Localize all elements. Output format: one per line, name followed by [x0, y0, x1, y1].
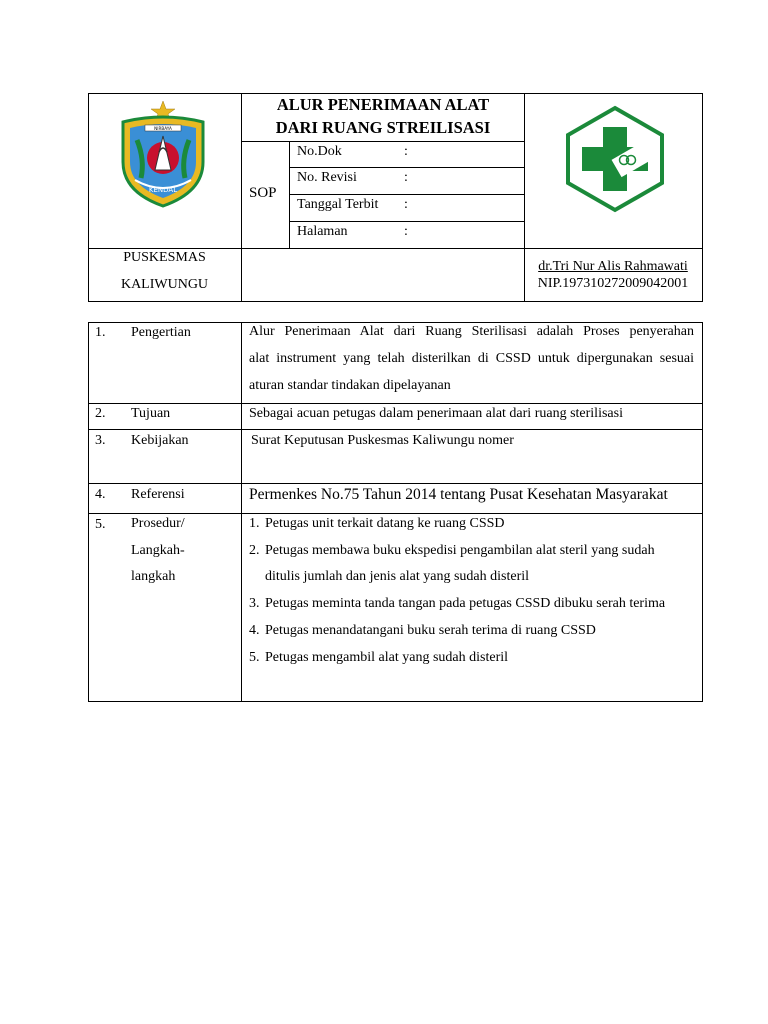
referensi-text: Permenkes No.75 Tahun 2014 tentang Pusat Kesehatan Masyarakat [249, 486, 668, 503]
signer-nip: NIP.197310272009042001 [537, 276, 689, 291]
section-label: Tujuan [131, 406, 171, 421]
pengertian-line: alat instrument yang telah disterilkan di CSSD untuk dipergunakan sesuai [249, 351, 694, 366]
step-text: Petugas unit terkait datang ke ruang CSSD [265, 516, 505, 531]
pengertian-line: aturan standar tindakan dipelayanan [249, 378, 451, 393]
document-title-line1: ALUR PENERIMAAN ALAT [276, 95, 490, 114]
step-text-continued: ditulis jumlah dan jenis alat yang sudah disteril [265, 569, 530, 584]
step-text: Petugas mengambil alat yang sudah disteril [265, 650, 509, 665]
pengertian-line: Alur Penerimaan Alat dari Ruang Sterilisasi adalah Proses penyerahan [249, 324, 694, 339]
crest-motto: NIRBAYA [154, 126, 172, 131]
org-name-line1: PUSKESMAS [123, 250, 206, 265]
section-num: 5. [95, 517, 106, 532]
step-text: Petugas menandatangani buku serah terima di ruang CSSD [265, 623, 596, 638]
section-label: langkah [131, 569, 176, 584]
meta-revisi-label: No. Revisi [297, 170, 357, 185]
section-num: 1. [95, 325, 106, 340]
section-num: 3. [95, 433, 106, 448]
section-label: Prosedur/ [131, 516, 185, 531]
meta-tanggal-label: Tanggal Terbit [297, 197, 379, 212]
section-label: Langkah- [131, 543, 185, 558]
meta-revisi-sep: : [404, 170, 408, 185]
step-number: 5. [249, 650, 260, 665]
meta-no-dok-label: No.Dok [297, 144, 342, 159]
puskesmas-logo [564, 105, 666, 213]
section-num: 2. [95, 406, 106, 421]
step-number: 3. [249, 596, 260, 611]
kebijakan-text: Surat Keputusan Puskesmas Kaliwungu nomer [251, 433, 514, 448]
signer-name: dr.Tri Nur Alis Rahmawati [538, 259, 688, 274]
step-text: Petugas meminta tanda tangan pada petugas CSSD dibuku serah terima [265, 596, 666, 611]
section-num: 4. [95, 487, 106, 502]
document-title-line2: DARI RUANG STREILISASI [275, 118, 491, 137]
section-label: Pengertian [131, 325, 191, 340]
step-number: 4. [249, 623, 260, 638]
tujuan-text: Sebagai acuan petugas dalam penerimaan alat dari ruang sterilisasi [249, 406, 623, 421]
org-name-line2: KALIWUNGU [120, 277, 209, 292]
step-text: Petugas membawa buku ekspedisi pengambilan alat steril yang sudah [265, 543, 655, 558]
regency-crest-logo [115, 100, 211, 210]
meta-halaman-label: Halaman [297, 224, 348, 239]
meta-halaman-sep: : [404, 224, 408, 239]
section-label: Referensi [131, 487, 185, 502]
sop-label: SOP [249, 185, 277, 201]
meta-no-dok-sep: : [404, 144, 408, 159]
step-number: 2. [249, 543, 260, 558]
step-number: 1. [249, 516, 260, 531]
meta-tanggal-sep: : [404, 197, 408, 212]
crest-label: KENDAL [148, 186, 178, 194]
section-label: Kebijakan [131, 433, 189, 448]
